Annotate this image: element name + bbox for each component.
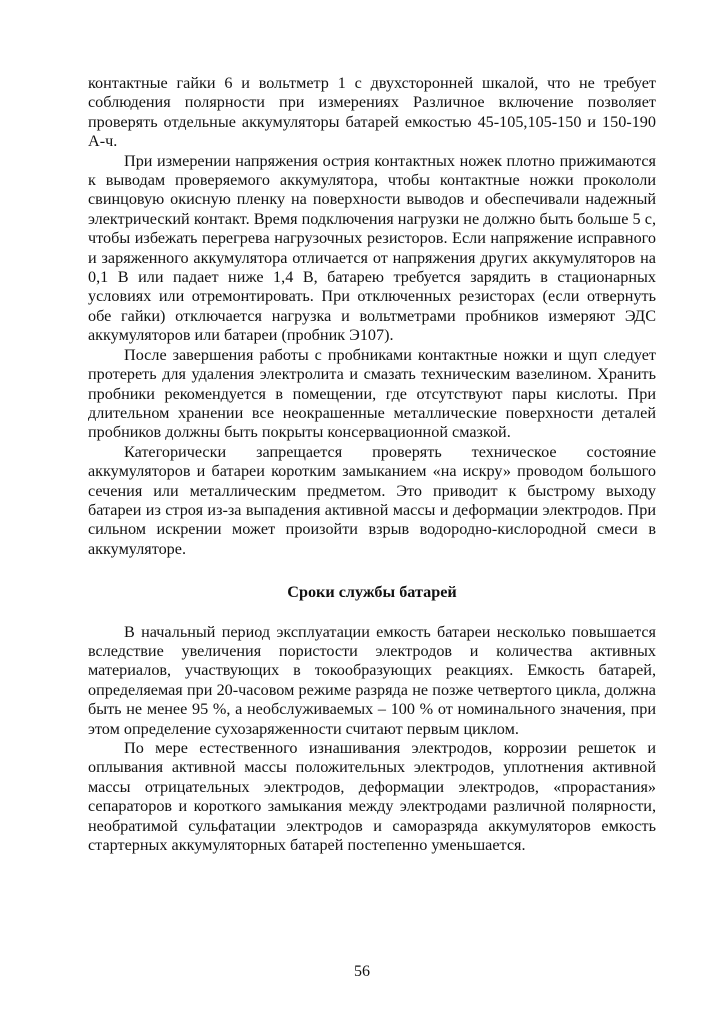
body-text xyxy=(88,74,656,855)
paragraph: Категорически запрещается проверять техническое состояние аккумуляторов и батареи коротким замыканием «на искру» проводом большого сечения или металлическим предметом. Это приводит к быстрому выходу батареи из строя из-за выпадения активной массы и деформации электродов. При сильном искрении может произойти взрыв водородно-кислородной смеси в аккумуляторе. xyxy=(88,442,656,558)
paragraph: По мере естественного изнашивания электродов, коррозии решеток и оплывания активной массы положительных электродов, уплотнения активной массы отрицательных электродов, деформации электродов, «прорастания» сепараторов и короткого замыкания между электродами различной полярности, необратимой сульфатации электродов и саморазряда аккумуляторов емкость стартерных аккумуляторных батарей постепенно уменьшается. xyxy=(88,739,656,855)
page-number: 56 xyxy=(354,963,370,980)
section-heading: Сроки службы батарей xyxy=(287,583,457,602)
paragraph: После завершения работы с пробниками контактные ножки и щуп следует протереть для удаления электролита и смазать техническим вазелином. Хранить пробники рекомендуется в помещении, где отсутствуют пары кислоты. При длительном хранении все неокрашенные металлические поверхности деталей пробников должны быть покрыты консервационной смазкой. xyxy=(88,345,656,442)
paragraph: В начальный период эксплуатации емкость батареи несколько повышается вследствие увеличения пористости электродов и количества активных материалов, участвующих в токообразующих реакциях. Емкость батарей, определяемая при 20-часовом режиме разряда не позже четвертого цикла, должна быть не менее 95 %, а необслуживаемых – 100 % от номинального значения, при этом определение сухозаряженности считают первым циклом. xyxy=(88,622,656,738)
paragraph: контактные гайки 6 и вольтметр 1 с двухсторонней шкалой, что не требует соблюдения полярности при измерениях Различное включение позволяет проверять отдельные аккумуляторы батарей емкостью 45-105,105-150 и 150-190 А-ч. xyxy=(88,74,656,151)
paragraph: При измерении напряжения острия контактных ножек плотно прижимаются к выводам проверяемого аккумулятора, чтобы контактные ножки прокололи свинцовую окисную пленку на поверхности выводов и обеспечивали надежный электрический контакт. Время подключения нагрузки не должно быть больше 5 с, чтобы избежать перегрева нагрузочных резисторов. Если напряжение исправного и заряженного аккумулятора отличается от напряжения других аккумуляторов на 0,1 В или падает ниже 1,4 В, батарею требуется зарядить в стационарных условиях или отремонтировать. При отключенных резисторах (если отвернуть обе гайки) отключается нагрузка и вольтметрами пробников измеряют ЭДС аккумуляторов или батареи (пробник Э107). xyxy=(88,151,656,345)
